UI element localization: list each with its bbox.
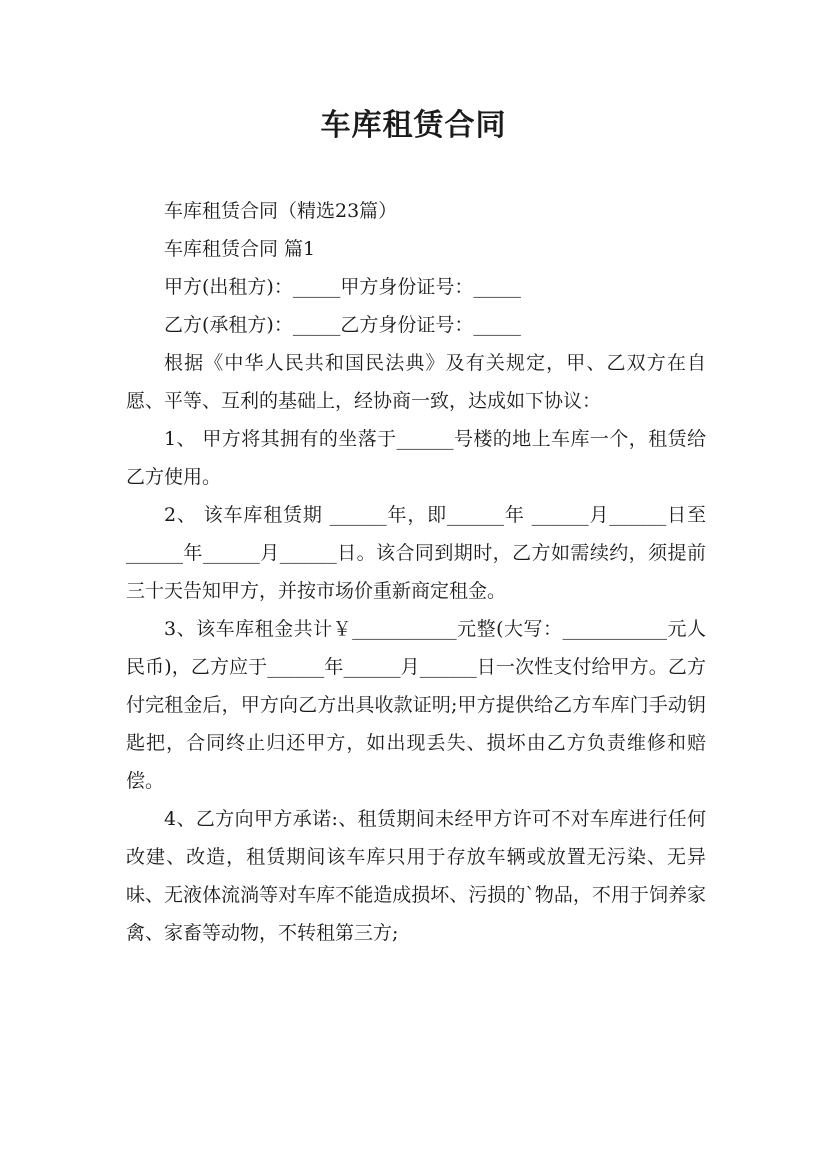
paragraph-subtitle: 车库租赁合同（精选23篇） — [164, 200, 398, 222]
paragraph-clause-2: 2、 该车库租赁期 ______年，即______年 ______月______日至 ______年______月______日。该合同到期时，乙方如需续约，须提前三十天告知甲方，并按市场价重新商定租金。 — [126, 504, 706, 602]
paragraph-clause-3: 3、该车库租金共计￥___________元整(大写：___________元人民币)，乙方应于______年______月______日一次性支付给甲方。乙方付完租金后，甲方向乙方出具收款证明;甲方提供给乙方车库门手动钥匙把，合同终止归还甲方，如出现丢失、损坏由乙方负责维修和赔偿。 — [126, 618, 706, 792]
paragraph-preamble: 根据《中华人民共和国民法典》及有关规定，甲、乙双方在自愿、平等、互利的基础上，经协商一致，达成如下协议： — [126, 352, 706, 412]
paragraph-clause-4: 4、乙方向甲方承诺:、租赁期间未经甲方许可不对车库进行任何改建、改造，租赁期间该车库只用于存放车辆或放置无污染、无异味、无液体流淌等对车库不能造成损坏、污损的`物品，不用于饲养家禽、家畜等动物，不转租第三方; — [126, 808, 706, 944]
document-title: 车库租赁合同 — [320, 108, 507, 143]
document-body — [126, 192, 706, 952]
paragraph-party-a: 甲方(出租方)：_____甲方身份证号：_____ — [164, 276, 521, 298]
paragraph-clause-1: 1、 甲方将其拥有的坐落于______号楼的地上车库一个，租赁给乙方使用。 — [126, 428, 706, 488]
paragraph-party-b: 乙方(承租方)：_____乙方身份证号：_____ — [164, 314, 521, 336]
paragraph-section-heading: 车库租赁合同 篇1 — [164, 238, 316, 260]
